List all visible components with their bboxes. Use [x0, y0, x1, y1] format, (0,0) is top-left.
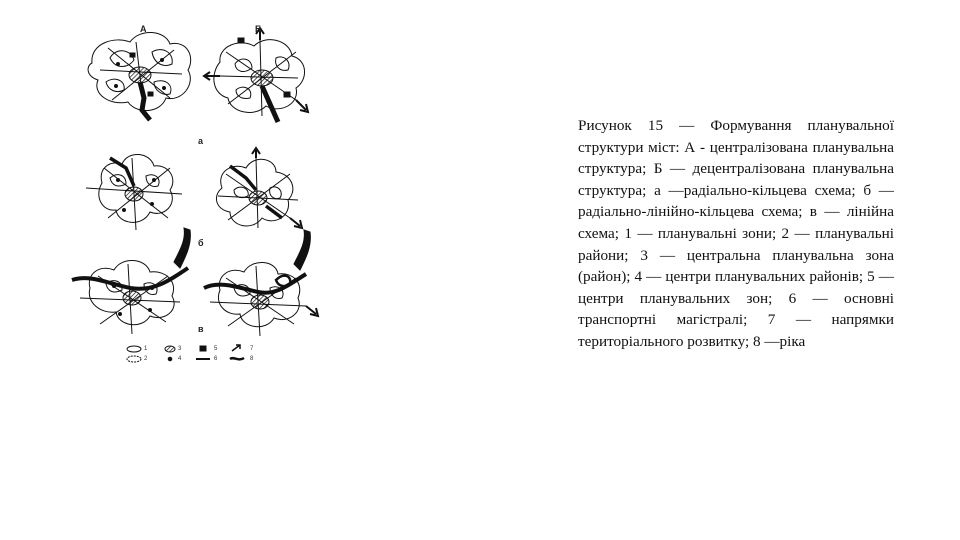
label-scheme-a: А [140, 24, 147, 34]
scheme-radial-linear-right [216, 148, 302, 228]
scheme-radial-linear-left [86, 154, 182, 230]
label-row-b: б [198, 238, 204, 248]
legend-num-7: 7 [250, 346, 254, 352]
legend-num-2: 2 [144, 356, 148, 362]
label-row-a: а [198, 136, 204, 146]
planning-structure-figure [70, 18, 330, 373]
figure-caption: Рисунок 15 — Формування планувальної структури міст: А - централізована планувальна структура; Б — децентралізована планувальна структура; а —радіально-кільцева схема; б — радіально-лінійно-кільцева схема; в — лінійна схема; 1 — планувальні зони; 2 — планувальні райони; 3 — центральна планувальна зона (район); 4 — центри планувальних районів; 5 — центри планувальних зон; 6 — основні транспортні магістралі; 7 — напрямки територіального розвитку; 8 —ріка [578, 117, 894, 350]
scheme-b-decentralized [204, 28, 308, 122]
label-row-c: в [198, 324, 204, 334]
scheme-linear-left [72, 228, 190, 334]
legend-num-5: 5 [214, 346, 218, 352]
legend-num-1: 1 [144, 346, 148, 352]
label-scheme-b: Б [255, 24, 262, 34]
legend-num-4: 4 [178, 356, 182, 362]
scheme-linear-right [204, 230, 318, 336]
city-scheme-drawings [70, 18, 330, 373]
legend-num-6: 6 [214, 356, 218, 362]
legend-num-3: 3 [178, 346, 182, 352]
legend-num-8: 8 [250, 356, 254, 362]
scheme-a-centralized [88, 32, 191, 120]
